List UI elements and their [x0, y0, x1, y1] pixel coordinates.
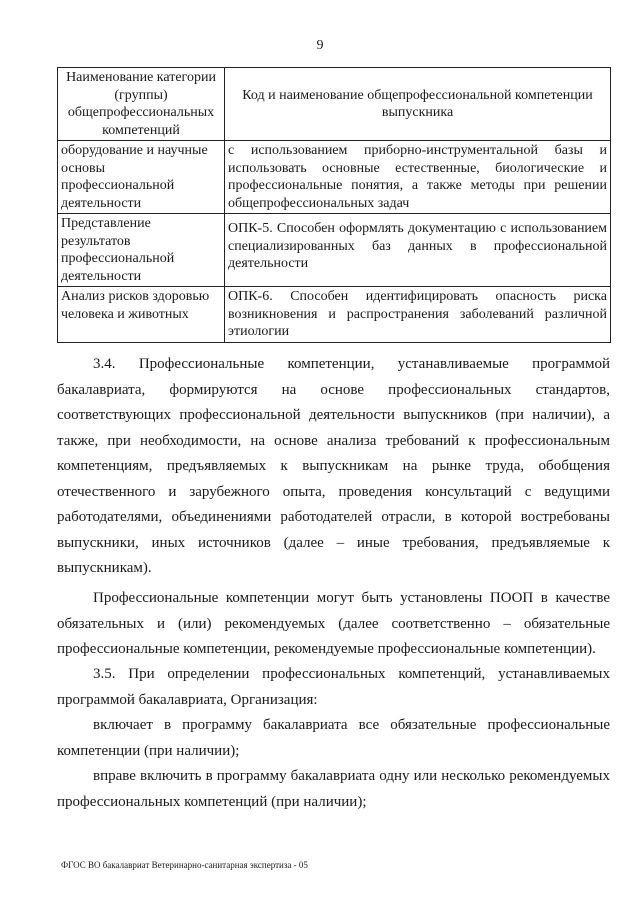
competence-table — [57, 67, 611, 343]
row-competence: ОПК-5. Способен оформлять документацию с использованием специализированных баз данных в профессиональной деятельности — [225, 214, 611, 287]
row-competence: с использованием приборно-инструментальной базы и использовать основные естественные, биологические и профессиональные понятия, а также методы при решении общепрофессиональных задач — [225, 141, 611, 214]
paragraph-3-5: 3.5. При определении профессиональных компетенций, устанавливаемых программой бакалавриата, Организация: — [57, 666, 610, 708]
row-competence: ОПК-6. Способен идентифицировать опасность риска возникновения и распространения заболеваний различной этиологии — [225, 287, 611, 343]
row-category: оборудование и научные основы профессиональной деятельности — [58, 141, 225, 214]
header-category: Наименование категории (группы) общепрофессиональных компетенций — [58, 68, 225, 141]
table-header-row — [58, 68, 611, 141]
table-row — [58, 214, 611, 287]
table-row — [58, 287, 611, 343]
table-row — [58, 141, 611, 214]
footer-note: ФГОС ВО бакалавриат Ветеринарно-санитарная экспертиза - 05 — [61, 860, 308, 870]
paragraph-includes: включает в программу бакалавриата все обязательные профессиональные компетенции (при наличии); — [57, 717, 610, 759]
page-number: 9 — [316, 38, 324, 53]
paragraph-professional-competences: Профессиональные компетенции могут быть установлены ПООП в качестве обязательных и (или) рекомендуемых (далее соответственно – обязательные профессиональные компетенции, рекомендуемые профессиональные компетенции). — [57, 590, 610, 657]
paragraph-3-4: 3.4. Профессиональные компетенции, устанавливаемые программой бакалавриата, формируются на основе профессиональных стандартов, соответствующих профессиональной деятельности выпускников (при наличии), а также, при необходимости, на основе анализа требований к профессиональным компетенциям, предъявляемых к выпускникам на рынке труда, обобщения отечественного и зарубежного опыта, проведения консультаций с ведущими работодателями, объединениями работодателей отрасли, в которой востребованы выпускники, иных источников (далее – иные требования, предъявляемые к выпускникам). — [57, 356, 610, 576]
row-category: Представление результатов профессиональной деятельности — [58, 214, 225, 287]
paragraph-may-include: вправе включить в программу бакалавриата одну или несколько рекомендуемых профессиональных компетенций (при наличии); — [57, 768, 610, 810]
header-competence: Код и наименование общепрофессиональной компетенции выпускника — [225, 68, 611, 141]
row-category: Анализ рисков здоровью человека и животных — [58, 287, 225, 343]
